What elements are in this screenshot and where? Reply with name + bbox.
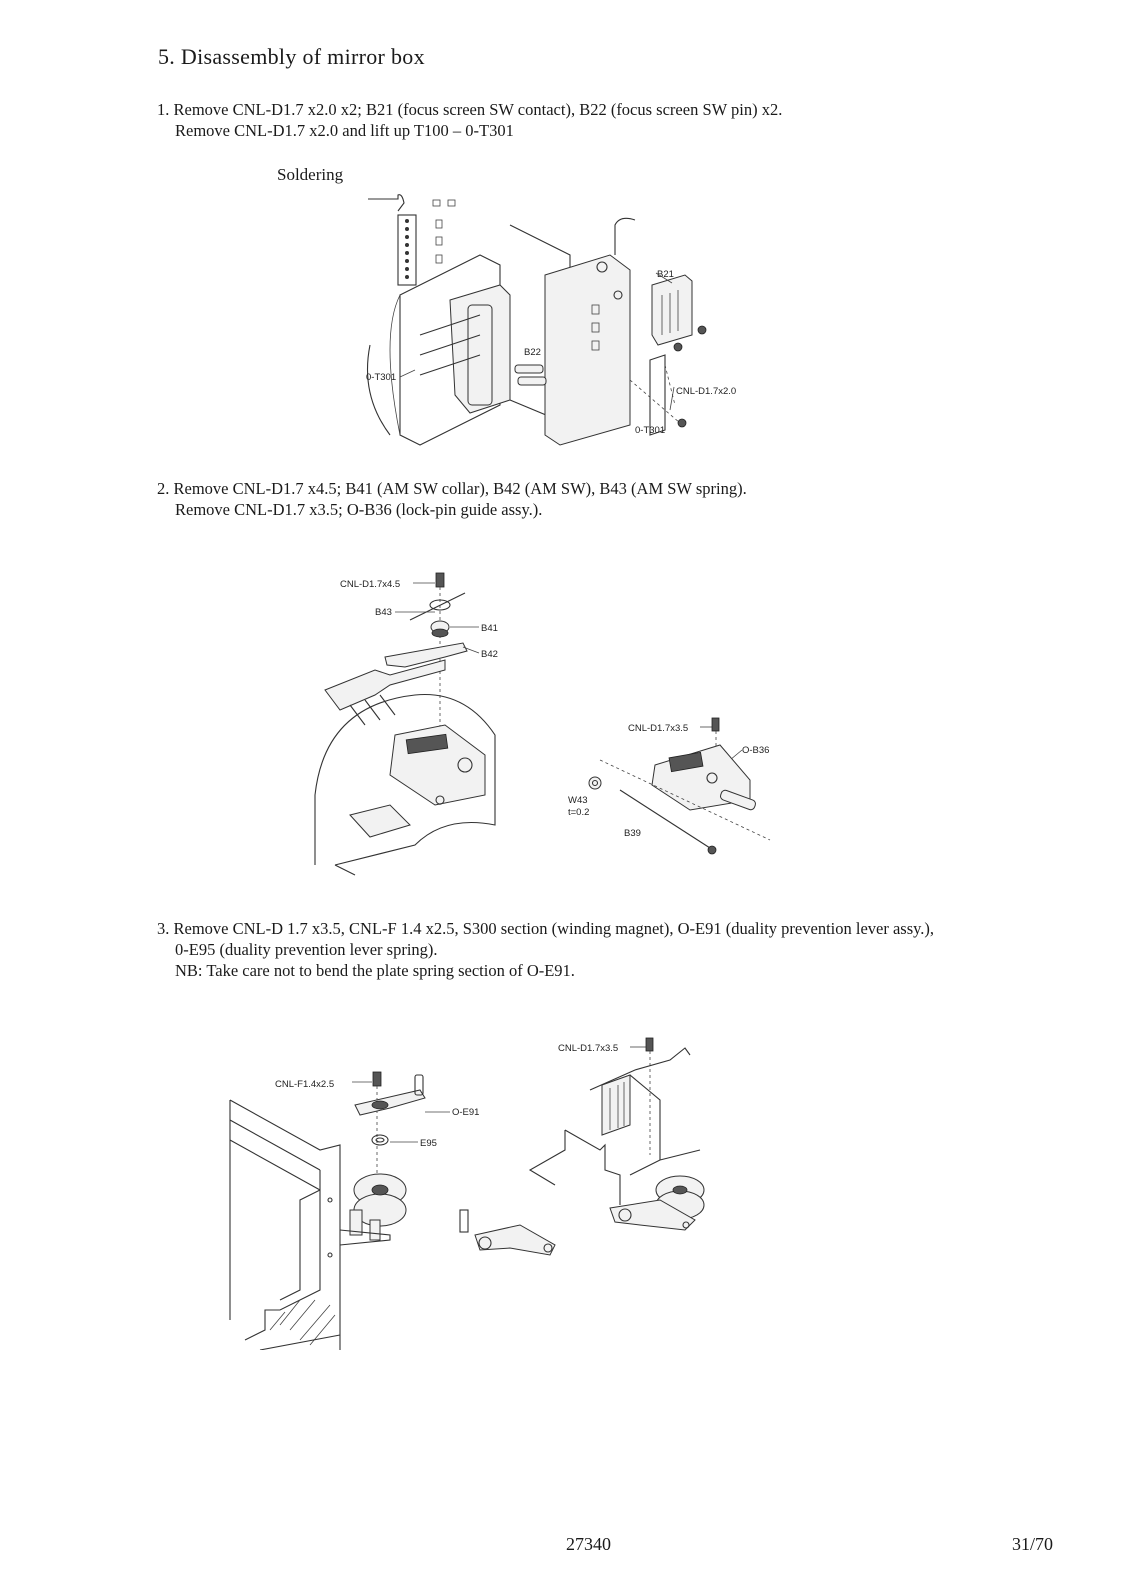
step-3-line-1: 3. Remove CNL-D 1.7 x3.5, CNL-F 1.4 x2.5, S300 section (winding magnet), O-E91 (duality prevention lever assy.), xyxy=(157,919,935,938)
label-o-b36: O-B36 xyxy=(742,745,770,756)
label-w43-thickness: t=0.2 xyxy=(568,807,590,818)
label-cnl-d17x45: CNL-D1.7x4.5 xyxy=(340,579,401,590)
figure-5-winding-assembly xyxy=(510,1030,740,1250)
figure-3-lock-pin-guide xyxy=(560,700,780,870)
label-b41: B41 xyxy=(481,623,498,634)
step-3-instructions xyxy=(157,918,934,981)
figure-1-focus-screen-switch xyxy=(360,185,760,455)
label-b42: B42 xyxy=(481,649,498,660)
step-1-instructions xyxy=(157,99,782,141)
label-cnl-d17x20: CNL-D1.7x2.0 xyxy=(676,386,737,397)
label-0-t301-right: 0-T301 xyxy=(635,425,666,436)
document-number: 27340 xyxy=(566,1534,611,1554)
figure-2-am-switch xyxy=(295,565,525,885)
label-b22: B22 xyxy=(524,347,541,358)
label-b43: B43 xyxy=(375,607,392,618)
label-b39: B39 xyxy=(624,828,641,839)
label-w43: W43 xyxy=(568,795,588,806)
page-number: 31/70 xyxy=(1012,1534,1054,1554)
step-2-line-1: 2. Remove CNL-D1.7 x4.5; B41 (AM SW collar), B42 (AM SW), B43 (AM SW spring). xyxy=(157,479,747,498)
section-title: 5. Disassembly of mirror box xyxy=(158,44,425,69)
label-e95: E95 xyxy=(420,1138,437,1149)
label-cnl-d17x35-c: CNL-D1.7x3.5 xyxy=(558,1043,619,1054)
step-3-note: NB: Take care not to bend the plate spring section of O-E91. xyxy=(175,961,575,980)
step-1-line-2: Remove CNL-D1.7 x2.0 and lift up T100 – 0-T301 xyxy=(175,121,514,140)
step-2-line-2: Remove CNL-D1.7 x3.5; O-B36 (lock-pin guide assy.). xyxy=(175,500,543,519)
label-cnl-f14x25: CNL-F1.4x2.5 xyxy=(275,1079,335,1090)
step-1-line-1: 1. Remove CNL-D1.7 x2.0 x2; B21 (focus screen SW contact), B22 (focus screen SW pin) x2. xyxy=(157,100,783,119)
label-o-e91: O-E91 xyxy=(452,1107,480,1118)
soldering-label: Soldering xyxy=(277,165,344,184)
step-2-instructions xyxy=(157,478,747,520)
label-cnl-d17x35-b: CNL-D1.7x3.5 xyxy=(628,723,689,734)
label-0-t301-left: 0-T301 xyxy=(366,372,397,383)
step-3-line-2: 0-E95 (duality prevention lever spring). xyxy=(175,940,438,959)
label-b21: B21 xyxy=(657,269,674,280)
